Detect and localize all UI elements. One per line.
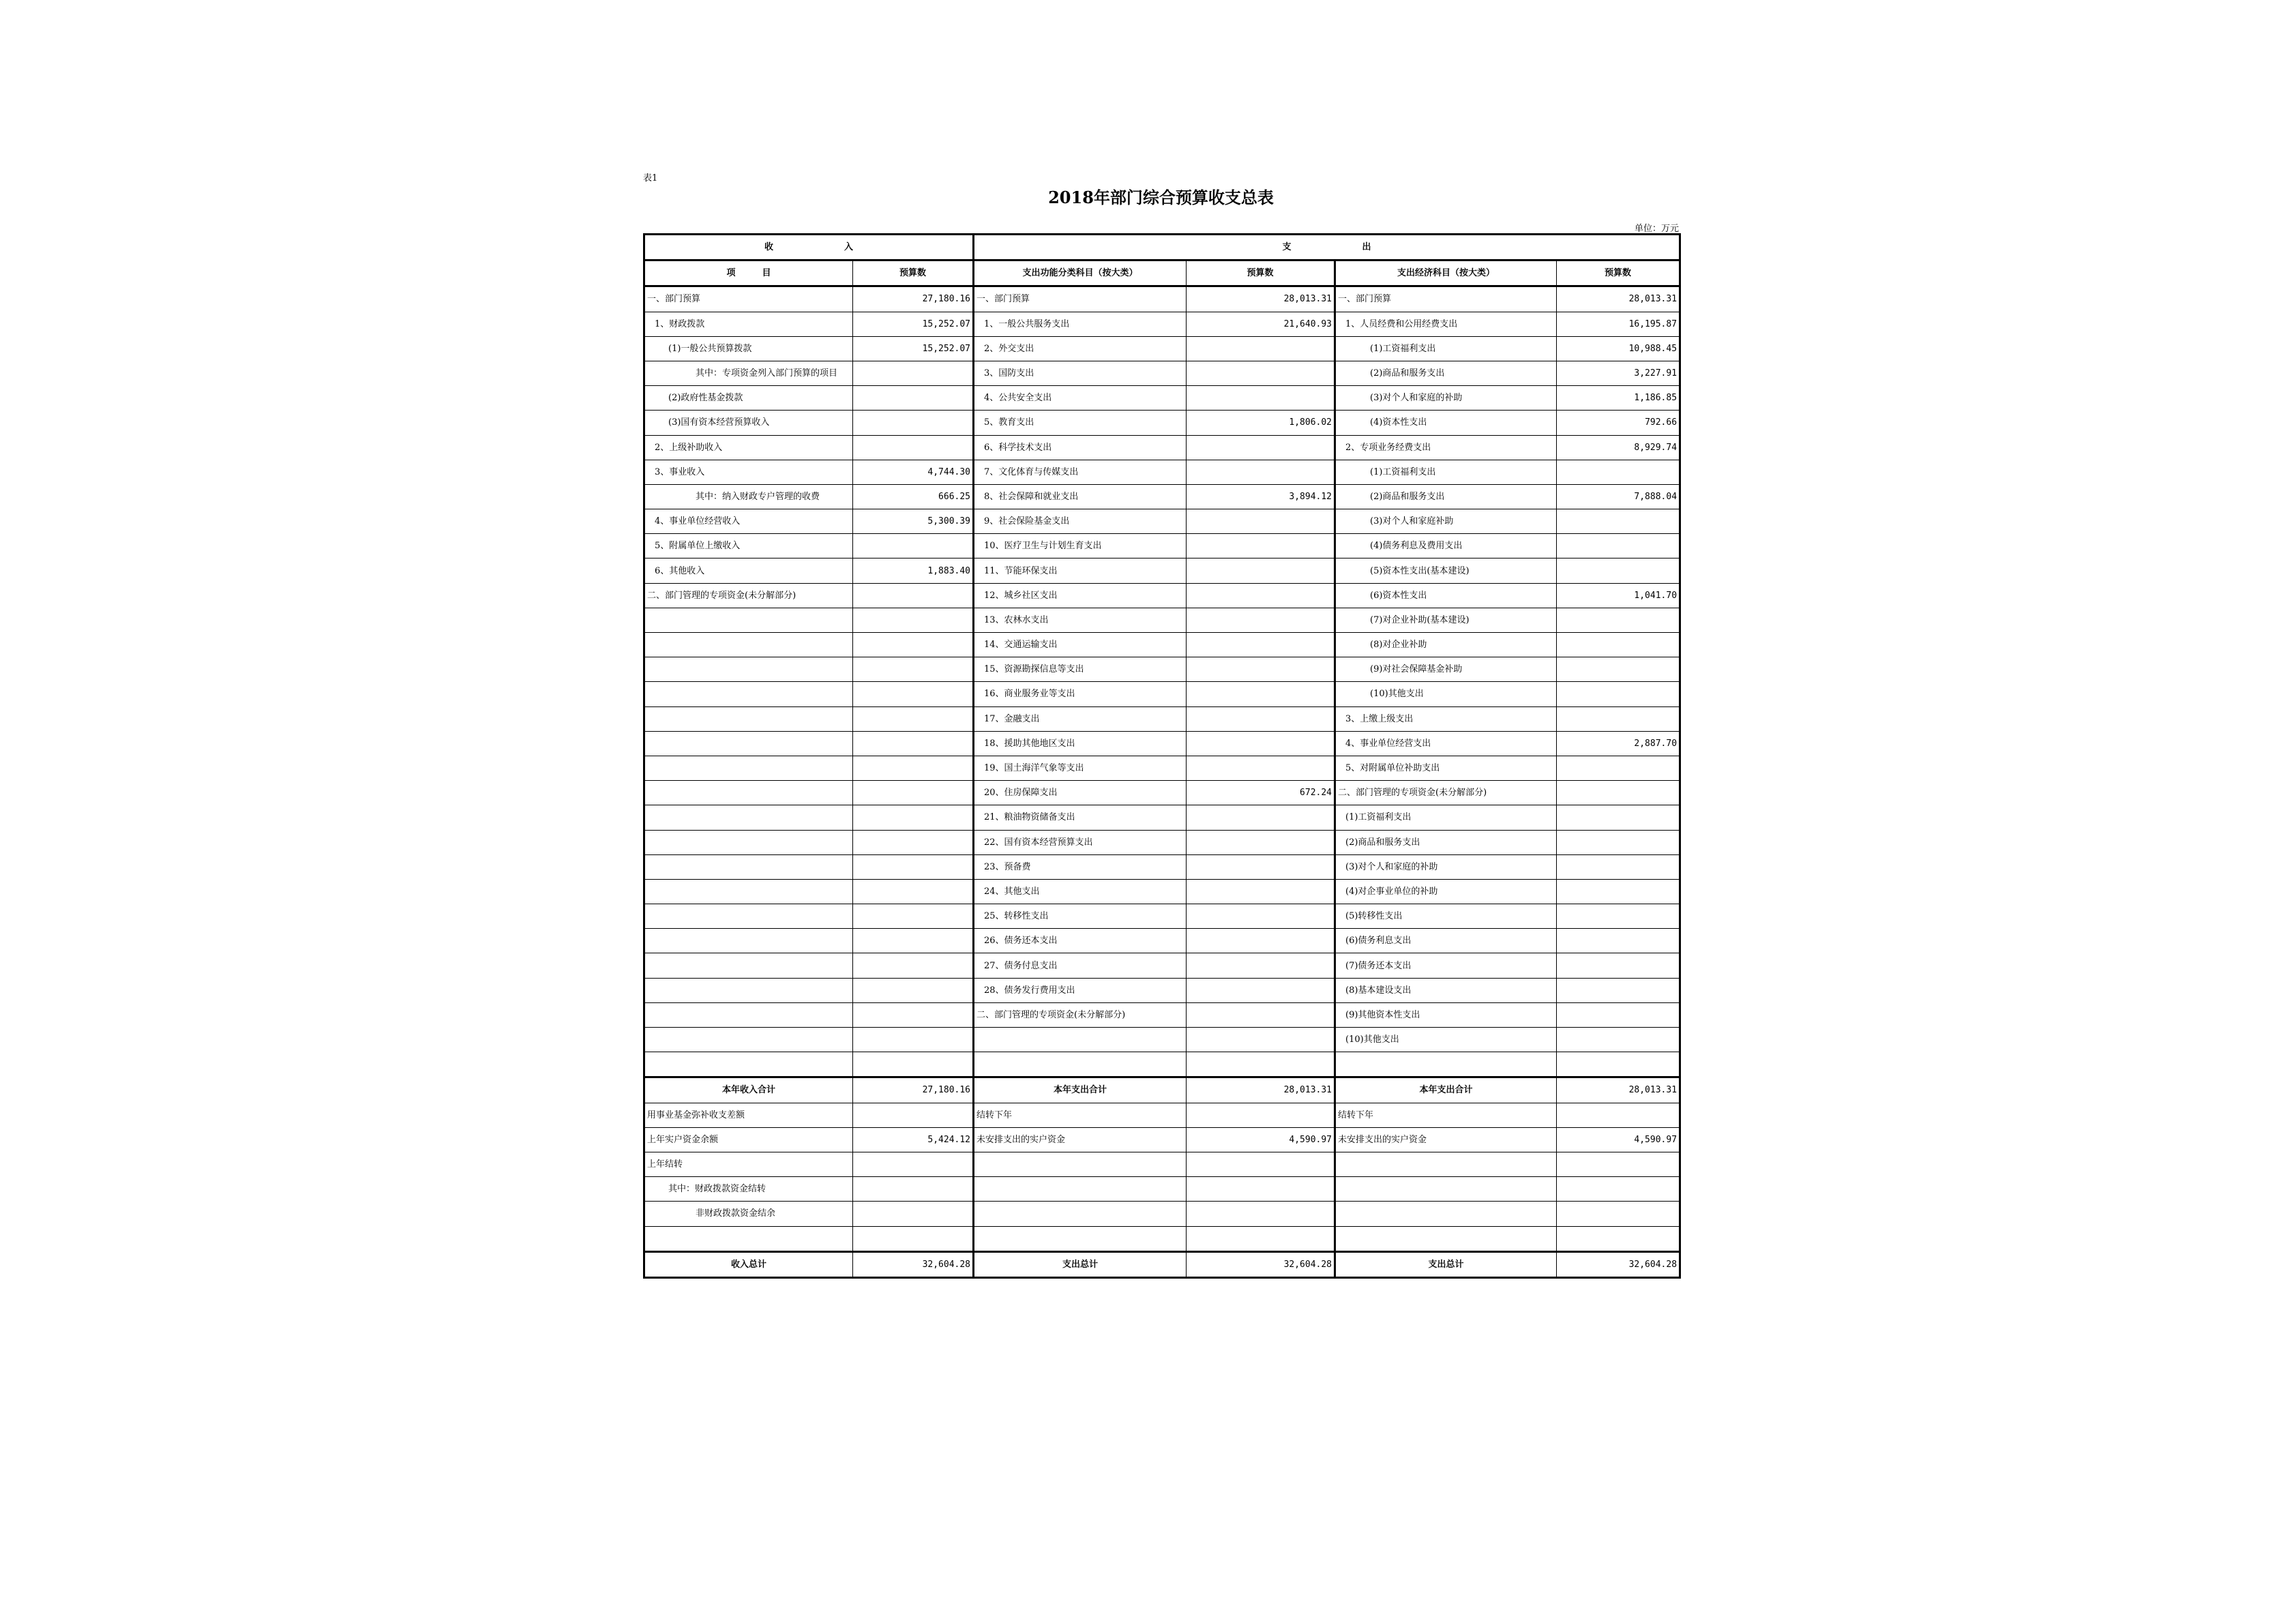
income-item-cell: 其中：专项资金列入部门预算的项目 [644,361,853,385]
econ-year-total-value: 28,013.31 [1557,1077,1680,1103]
func-budget-cell [1187,830,1335,854]
income-grand-total-value: 32,604.28 [853,1251,974,1277]
func-budget-cell [1187,583,1335,608]
grand-total-row [644,1251,1680,1277]
econ-class-cell: (7)对企业补助(基本建设) [1335,608,1557,632]
income-budget-cell: 4,744.30 [853,460,974,484]
func-budget-cell [1187,1202,1335,1226]
income-budget-cell [853,608,974,632]
econ-budget-cell: 16,195.87 [1557,312,1680,336]
func-class-cell: 24、其他支出 [974,879,1187,904]
func-budget-cell [1187,1152,1335,1176]
func-budget-cell [1187,682,1335,706]
econ-budget-cell [1557,978,1680,1002]
func-budget-cell [1187,361,1335,385]
func-class-cell: 6、科学技术支出 [974,435,1187,460]
income-item-cell: 2、上级补助收入 [644,435,853,460]
income-item-cell [644,1052,853,1077]
table-number: 表1 [643,173,658,183]
econ-budget-cell [1557,1202,1680,1226]
income-item-cell: 上年结转 [644,1152,853,1176]
income-item-cell: 上年实户资金余额 [644,1127,853,1152]
table-row [644,336,1680,361]
econ-budget-cell [1557,460,1680,484]
func-budget-cell [1187,1177,1335,1202]
table-row [644,633,1680,657]
econ-class-cell: 2、专项业务经费支出 [1335,435,1557,460]
func-class-cell: 二、部门管理的专项资金(未分解部分) [974,1002,1187,1027]
econ-class-cell: (3)对个人和家庭的补助 [1335,386,1557,411]
income-budget-cell [853,1052,974,1077]
income-budget-cell [853,411,974,435]
func-class-cell: 3、国防支出 [974,361,1187,385]
func-class-cell: 12、城乡社区支出 [974,583,1187,608]
econ-class-cell: (10)其他支出 [1335,682,1557,706]
econ-budget-cell [1557,633,1680,657]
col-header-income-budget: 预算数 [853,260,974,286]
func-budget-cell [1187,731,1335,756]
func-class-cell: 19、国土海洋气象等支出 [974,756,1187,780]
econ-class-cell: (1)工资福利支出 [1335,460,1557,484]
table-row [644,386,1680,411]
income-budget-cell [853,534,974,559]
econ-budget-cell [1557,756,1680,780]
econ-budget-cell: 792.66 [1557,411,1680,435]
func-budget-cell [1187,904,1335,929]
func-budget-cell [1187,756,1335,780]
econ-class-cell: (4)资本性支出 [1335,411,1557,435]
func-class-cell: 1、一般公共服务支出 [974,312,1187,336]
func-budget-cell [1187,386,1335,411]
income-year-total-label: 本年收入合计 [644,1077,853,1103]
func-class-cell: 结转下年 [974,1103,1187,1127]
func-budget-cell [1187,1226,1335,1251]
econ-budget-cell [1557,879,1680,904]
table-row [644,312,1680,336]
func-class-cell: 10、医疗卫生与计划生育支出 [974,534,1187,559]
func-budget-cell [1187,460,1335,484]
econ-budget-cell: 1,186.85 [1557,386,1680,411]
income-item-cell: 一、部门预算 [644,286,853,312]
income-item-cell [644,1002,853,1027]
econ-class-cell [1335,1177,1557,1202]
income-budget-cell [853,978,974,1002]
income-budget-cell [853,1177,974,1202]
func-budget-cell [1187,1052,1335,1077]
func-class-cell: 一、部门预算 [974,286,1187,312]
document-title: 2018年部门综合预算收支总表 [1048,188,1274,207]
func-budget-cell [1187,534,1335,559]
income-budget-cell [853,929,974,953]
func-class-cell: 14、交通运输支出 [974,633,1187,657]
section-header-row [644,235,1680,260]
func-class-cell: 18、援助其他地区支出 [974,731,1187,756]
econ-budget-cell [1557,929,1680,953]
econ-budget-cell [1557,805,1680,830]
econ-class-cell [1335,1226,1557,1251]
func-class-cell [974,1052,1187,1077]
econ-class-cell: (9)对社会保障基金补助 [1335,657,1557,682]
income-item-cell: 6、其他收入 [644,559,853,583]
func-budget-cell [1187,854,1335,879]
econ-budget-cell [1557,904,1680,929]
func-budget-cell [1187,509,1335,534]
income-item-cell [644,879,853,904]
econ-class-cell: (5)转移性支出 [1335,904,1557,929]
func-class-cell: 21、粮油物资储备支出 [974,805,1187,830]
income-budget-cell [853,435,974,460]
econ-grand-total-value: 32,604.28 [1557,1251,1680,1277]
table-row [644,460,1680,484]
econ-class-cell: (6)债务利息支出 [1335,929,1557,953]
table-row [644,1152,1680,1176]
table-row [644,830,1680,854]
func-class-cell: 2、外交支出 [974,336,1187,361]
func-class-cell: 17、金融支出 [974,706,1187,731]
econ-class-cell: (5)资本性支出(基本建设) [1335,559,1557,583]
table-row [644,682,1680,706]
income-budget-cell [853,879,974,904]
table-row [644,657,1680,682]
table-row [644,781,1680,805]
func-class-cell: 16、商业服务业等支出 [974,682,1187,706]
econ-budget-cell: 1,041.70 [1557,583,1680,608]
func-class-cell: 27、债务付息支出 [974,953,1187,978]
econ-class-cell: 一、部门预算 [1335,286,1557,312]
income-item-cell: 4、事业单位经营收入 [644,509,853,534]
econ-budget-cell: 8,929.74 [1557,435,1680,460]
income-item-cell: 二、部门管理的专项资金(未分解部分) [644,583,853,608]
econ-class-cell: (1)工资福利支出 [1335,805,1557,830]
col-header-econ-budget: 预算数 [1557,260,1680,286]
func-budget-cell [1187,805,1335,830]
income-budget-cell [853,805,974,830]
income-item-cell [644,830,853,854]
income-item-cell [644,805,853,830]
func-budget-cell [1187,1028,1335,1052]
func-year-total-label: 本年支出合计 [974,1077,1187,1103]
income-item-cell [644,657,853,682]
econ-budget-cell [1557,706,1680,731]
table-row [644,1177,1680,1202]
income-item-cell: (3)国有资本经营预算收入 [644,411,853,435]
income-item-cell [644,781,853,805]
econ-class-cell: (6)资本性支出 [1335,583,1557,608]
income-item-cell [644,756,853,780]
table-row [644,286,1680,312]
income-item-cell: (1)一般公共预算拨款 [644,336,853,361]
econ-budget-cell [1557,1152,1680,1176]
col-header-func-class: 支出功能分类科目（按大类） [974,260,1187,286]
econ-class-cell: 结转下年 [1335,1103,1557,1127]
income-budget-cell [853,682,974,706]
func-class-cell [974,1202,1187,1226]
table-row [644,1028,1680,1052]
econ-class-cell: 二、部门管理的专项资金(未分解部分) [1335,781,1557,805]
func-budget-cell: 21,640.93 [1187,312,1335,336]
income-budget-cell [853,1002,974,1027]
table-row [644,904,1680,929]
income-budget-cell: 15,252.07 [853,312,974,336]
table-row [644,1226,1680,1251]
income-budget-cell: 666.25 [853,484,974,509]
econ-class-cell: (8)对企业补助 [1335,633,1557,657]
func-budget-cell [1187,706,1335,731]
income-budget-cell [853,583,974,608]
func-class-cell: 11、节能环保支出 [974,559,1187,583]
income-budget-cell [853,756,974,780]
func-grand-total-label: 支出总计 [974,1251,1187,1277]
income-item-cell: 其中：财政拨款资金结转 [644,1177,853,1202]
func-class-cell [974,1177,1187,1202]
func-budget-cell [1187,929,1335,953]
table-row [644,978,1680,1002]
econ-class-cell: 4、事业单位经营支出 [1335,731,1557,756]
expense-section-header: 支 出 [974,235,1680,260]
income-budget-cell [853,904,974,929]
func-year-total-value: 28,013.31 [1187,1077,1335,1103]
income-budget-cell [853,633,974,657]
func-class-cell [974,1152,1187,1176]
func-budget-cell: 3,894.12 [1187,484,1335,509]
table-row [644,805,1680,830]
econ-budget-cell [1557,781,1680,805]
econ-class-cell: 未安排支出的实户资金 [1335,1127,1557,1152]
econ-class-cell: (9)其他资本性支出 [1335,1002,1557,1027]
func-budget-cell: 672.24 [1187,781,1335,805]
func-budget-cell: 28,013.31 [1187,286,1335,312]
func-budget-cell [1187,633,1335,657]
income-budget-cell: 1,883.40 [853,559,974,583]
econ-budget-cell: 2,887.70 [1557,731,1680,756]
income-year-total-value: 27,180.16 [853,1077,974,1103]
budget-table [643,233,1681,1279]
income-item-cell [644,633,853,657]
econ-class-cell: (2)商品和服务支出 [1335,830,1557,854]
table-row [644,756,1680,780]
econ-class-cell: (3)对个人和家庭的补助 [1335,854,1557,879]
econ-class-cell: (8)基本建设支出 [1335,978,1557,1002]
econ-class-cell: (4)对企事业单位的补助 [1335,879,1557,904]
econ-class-cell: (2)商品和服务支出 [1335,361,1557,385]
table-row [644,731,1680,756]
econ-class-cell: (7)债务还本支出 [1335,953,1557,978]
econ-class-cell: (3)对个人和家庭补助 [1335,509,1557,534]
income-item-cell [644,904,853,929]
table-row [644,411,1680,435]
income-budget-cell [853,386,974,411]
econ-class-cell: 5、对附属单位补助支出 [1335,756,1557,780]
table-row [644,559,1680,583]
income-item-cell [644,854,853,879]
income-budget-cell [853,657,974,682]
econ-class-cell: 1、人员经费和公用经费支出 [1335,312,1557,336]
income-budget-cell: 15,252.07 [853,336,974,361]
econ-budget-cell: 7,888.04 [1557,484,1680,509]
econ-budget-cell [1557,657,1680,682]
func-class-cell: 23、预备费 [974,854,1187,879]
func-budget-cell [1187,336,1335,361]
func-class-cell: 4、公共安全支出 [974,386,1187,411]
income-budget-cell [853,1103,974,1127]
func-class-cell: 13、农林水支出 [974,608,1187,632]
income-item-cell [644,978,853,1002]
econ-budget-cell [1557,1052,1680,1077]
income-item-cell: (2)政府性基金拨款 [644,386,853,411]
func-budget-cell [1187,435,1335,460]
income-budget-cell [853,361,974,385]
table-row [644,534,1680,559]
func-grand-total-value: 32,604.28 [1187,1251,1335,1277]
econ-class-cell: (10)其他支出 [1335,1028,1557,1052]
col-header-econ-class: 支出经济科目（按大类） [1335,260,1557,286]
econ-budget-cell [1557,1177,1680,1202]
income-budget-cell [853,731,974,756]
func-class-cell: 15、资源勘探信息等支出 [974,657,1187,682]
econ-budget-cell: 28,013.31 [1557,286,1680,312]
func-class-cell [974,1226,1187,1251]
table-row [644,435,1680,460]
func-budget-cell [1187,608,1335,632]
income-budget-cell [853,854,974,879]
econ-year-total-label: 本年支出合计 [1335,1077,1557,1103]
table-row [644,929,1680,953]
income-budget-cell [853,1226,974,1251]
income-budget-cell: 27,180.16 [853,286,974,312]
table-row [644,484,1680,509]
income-budget-cell [853,1202,974,1226]
table-row [644,879,1680,904]
table-row [644,1052,1680,1077]
income-item-cell [644,1028,853,1052]
table-row [644,509,1680,534]
table-row [644,1103,1680,1127]
income-budget-cell: 5,424.12 [853,1127,974,1152]
func-budget-cell [1187,978,1335,1002]
econ-class-cell: (2)商品和服务支出 [1335,484,1557,509]
func-budget-cell [1187,879,1335,904]
income-budget-cell [853,706,974,731]
func-class-cell: 28、债务发行费用支出 [974,978,1187,1002]
func-class-cell: 未安排支出的实户资金 [974,1127,1187,1152]
func-class-cell [974,1028,1187,1052]
table-row [644,953,1680,978]
func-budget-cell [1187,953,1335,978]
econ-budget-cell: 3,227.91 [1557,361,1680,385]
income-budget-cell [853,1152,974,1176]
econ-budget-cell [1557,608,1680,632]
econ-class-cell: 3、上缴上级支出 [1335,706,1557,731]
func-class-cell: 7、文化体育与传媒支出 [974,460,1187,484]
func-budget-cell [1187,1002,1335,1027]
econ-budget-cell [1557,854,1680,879]
income-budget-cell [853,953,974,978]
income-budget-cell [853,830,974,854]
func-budget-cell: 4,590.97 [1187,1127,1335,1152]
func-budget-cell [1187,1103,1335,1127]
econ-budget-cell [1557,534,1680,559]
func-class-cell: 20、住房保障支出 [974,781,1187,805]
econ-class-cell [1335,1152,1557,1176]
econ-budget-cell [1557,559,1680,583]
func-budget-cell: 1,806.02 [1187,411,1335,435]
func-class-cell: 5、教育支出 [974,411,1187,435]
func-budget-cell [1187,559,1335,583]
func-class-cell: 25、转移性支出 [974,904,1187,929]
income-item-cell [644,1226,853,1251]
income-budget-cell: 5,300.39 [853,509,974,534]
econ-budget-cell: 4,590.97 [1557,1127,1680,1152]
income-item-cell [644,953,853,978]
income-item-cell: 1、财政拨款 [644,312,853,336]
income-grand-total-label: 收入总计 [644,1251,853,1277]
econ-budget-cell: 10,988.45 [1557,336,1680,361]
table-row [644,1002,1680,1027]
econ-budget-cell [1557,1002,1680,1027]
econ-budget-cell [1557,830,1680,854]
func-class-cell: 8、社会保障和就业支出 [974,484,1187,509]
income-item-cell [644,706,853,731]
income-item-cell: 3、事业收入 [644,460,853,484]
table-row [644,608,1680,632]
col-header-func-budget: 预算数 [1187,260,1335,286]
income-item-cell: 用事业基金弥补收支差额 [644,1103,853,1127]
econ-class-cell: (4)债务利息及费用支出 [1335,534,1557,559]
year-total-row [644,1077,1680,1103]
income-item-cell [644,731,853,756]
table-row [644,583,1680,608]
func-class-cell: 22、国有资本经营预算支出 [974,830,1187,854]
col-header-item: 项 目 [644,260,853,286]
income-item-cell: 非财政拨款资金结余 [644,1202,853,1226]
income-item-cell: 5、附属单位上缴收入 [644,534,853,559]
table-row [644,706,1680,731]
income-section-header: 收 入 [644,235,974,260]
func-class-cell: 26、债务还本支出 [974,929,1187,953]
econ-budget-cell [1557,1226,1680,1251]
econ-budget-cell [1557,1028,1680,1052]
func-class-cell: 9、社会保险基金支出 [974,509,1187,534]
econ-budget-cell [1557,509,1680,534]
income-item-cell [644,608,853,632]
econ-class-cell: (1)工资福利支出 [1335,336,1557,361]
table-row [644,854,1680,879]
econ-budget-cell [1557,953,1680,978]
table-row [644,361,1680,385]
econ-class-cell [1335,1202,1557,1226]
econ-budget-cell [1557,682,1680,706]
func-budget-cell [1187,657,1335,682]
table-row [644,1202,1680,1226]
income-item-cell [644,929,853,953]
income-budget-cell [853,1028,974,1052]
econ-grand-total-label: 支出总计 [1335,1251,1557,1277]
income-budget-cell [853,781,974,805]
unit-label: 单位：万元 [1634,224,1679,234]
income-item-cell: 其中：纳入财政专户管理的收费 [644,484,853,509]
econ-class-cell [1335,1052,1557,1077]
econ-budget-cell [1557,1103,1680,1127]
income-item-cell [644,682,853,706]
column-header-row [644,260,1680,286]
table-row [644,1127,1680,1152]
